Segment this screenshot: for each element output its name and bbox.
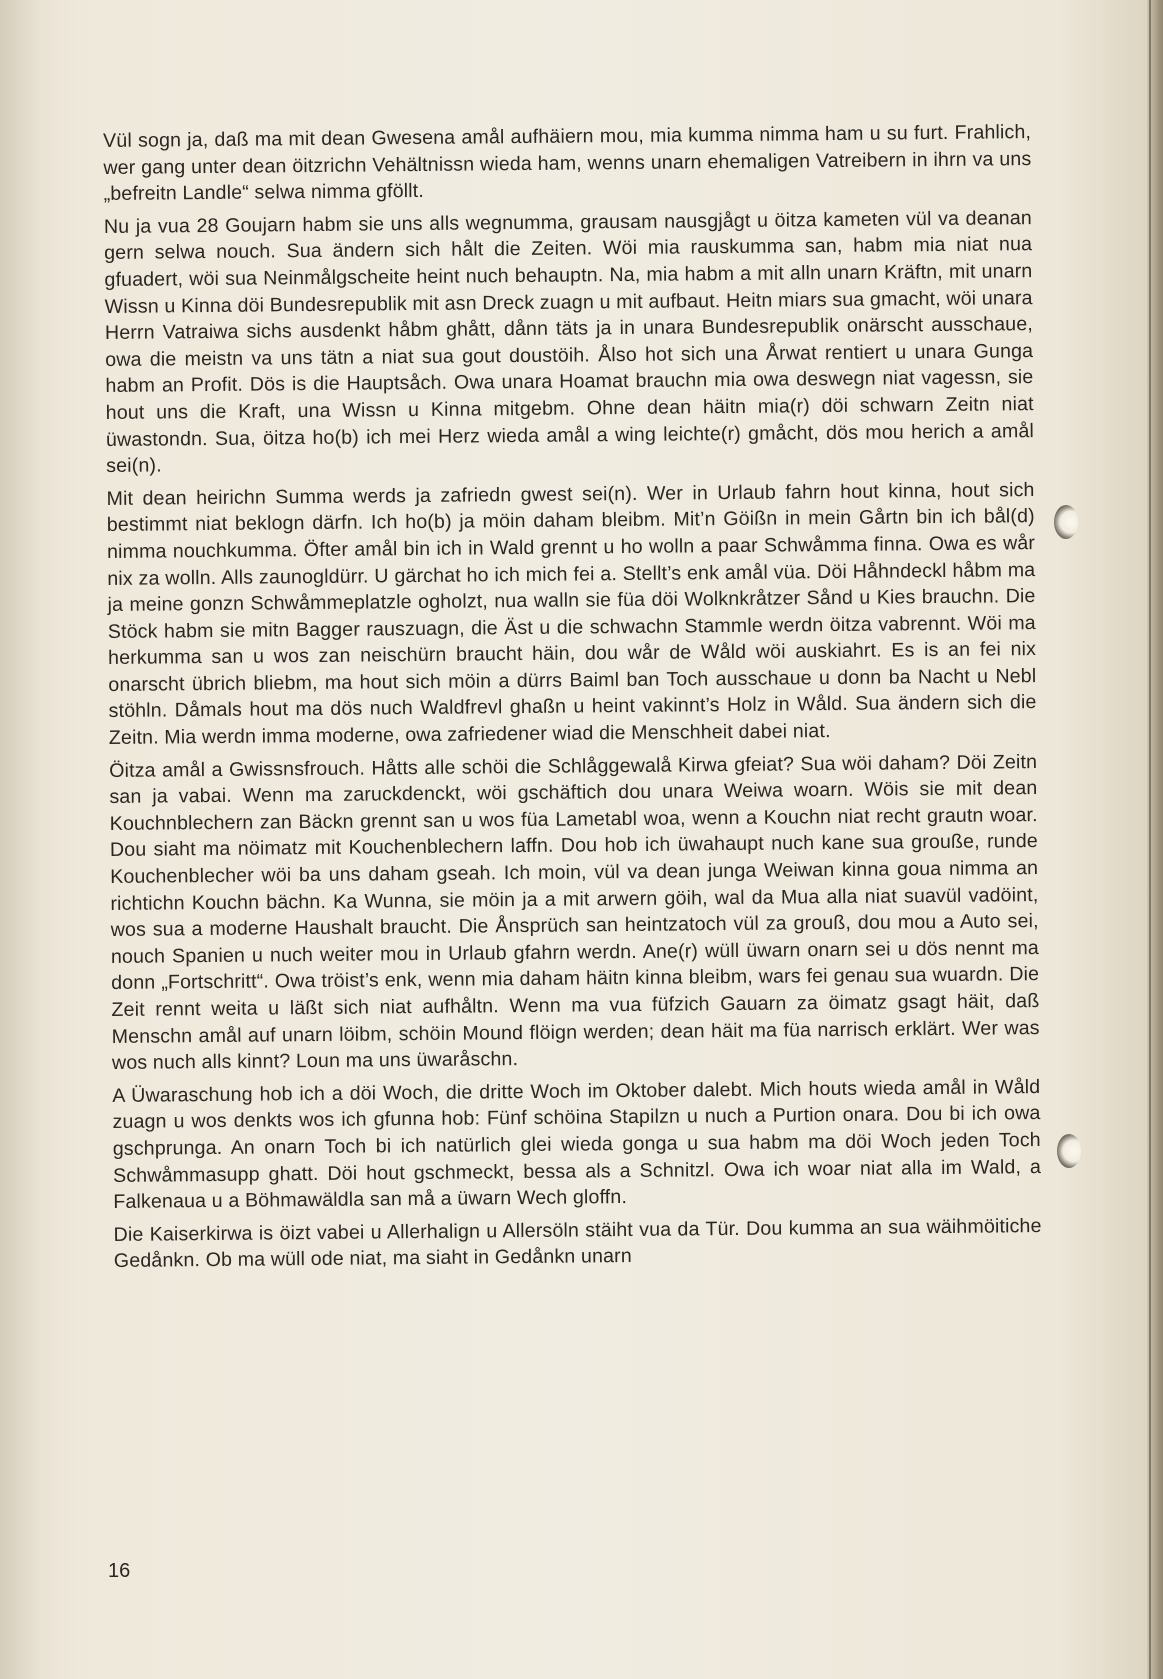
paragraph-4: Öitza amål a Gwissnsfrouch. Håtts alle schöi die Schlåggewalå Kirwa gfeiat? Sua wöi daham? Döi Zeitn san ja vabai. Wenn ma zaruckdenckt, wöi gschäftich dou unara Weiwa woarn. Wöis sie mit dean Kouchnblechern zan Bäckn grennt san u wos füa Lametabl woa, wenn a Kouchn niat recht grautn woar. Dou siaht ma nöimatz mit Kouchenblechern laffn. Dou hob ich üwahaupt nuch kane sua grouße, runde Kouchenblecher wöi ba uns daham gseah. Ich moin, vül va dean junga Weiwan kinna goua nimma an richtichn Kouchn bächn. Ka Wunna, sie möin ja a mit arwern göih, wal da Mua alla niat suavül vadöint, wos sua a moderne Haushalt braucht. Die Ånsprüch san heintzatoch vül za grouß, dou mou a Auto sei, nouch Spanien u nuch weiter mou in Urlaub gfahrn werdn. Ane(r) wüll üwarn onarn sei u dös nennt ma donn „Fortschritt“. Owa tröist’s enk, wenn mia daham häitn kinna bleibm, wars fei genau sua wuardn. Die Zeit rennt weita u läßt sich niat aufhåltn. Wenn ma vua füfzich Gauarn za öimatz gsagt häit, daß Menschn amål auf unarn löibm, schöin Mound flöign werden; dean häit ma füa narrisch erklärt. Wer was wos nuch alls kinnt? Loun ma uns üwaråschn. — [109, 750, 1040, 1075]
page-spine-edge — [1147, 0, 1163, 1679]
paragraph-3: Mit dean heirichn Summa werds ja zafriedn gwest sei(n). Wer in Urlaub fahrn hout kinna, hout sich bestimmt niat beklogn därfn. Ich ho(b) ja möin daham bleibm. Mit’n Göißn in mein Gårtn bin ich bål(d) nimma nouchkumma. Öfter amål bin ich in Wald grennt u ho wolln a paar Schwåmma finna. Owa es wår nix za wolln. Alls zaunogldürr. U gärchat ho ich mich fei a. Stellt’s enk amål vüa. Döi Håhndeckl håbm ma ja meine gonzn Schwåmmeplatzle ogholzt, nua walln sie füa döi Wolknkråtzer Sånd u Kies brauchn. Die Stöck habm sie mitn Bagger rauszuagn, die Äst u die schwachn Stammle werdn öitza vabrennt. Wöi ma herkumma san u wos zan neischürn braucht häin, dou wår de Wåld wöi auskiahrt. Es is an fei nix onarscht übrich bliebm, ma hout sich möin a dürrs Baiml ban Toch ausschaue u donn ba Nacht u Nebl stöhln. Dåmals hout ma dös nuch Waldfrevl ghaßn u heint vakinnt’s Holz in Wåld. Sua ändern sich die Zeitn. Mia werdn imma moderne, owa zafriedener wiad die Menschheit dabei niat. — [106, 478, 1037, 750]
page-shadow-left — [0, 0, 40, 1679]
paragraph-1: Vül sogn ja, daß ma mit dean Gwesena amål aufhäiern mou, mia kumma nimma ham u su furt. Frahlich, wer gang unter dean öitzrichn Vehältnissn wieda ham, wenns unarn ehemaligen Vatreibern in ihrn va uns „befreitn Landle“ selwa nimma gföllt. — [103, 121, 1032, 206]
page-number: 16 — [108, 1560, 131, 1582]
paragraph-6: Die Kaiserkirwa is öizt vabei u Allerhalign u Allersöln stäiht vua da Tür. Dou kumma an sua wäihmöitiche Gedånkn. Ob ma wüll ode niat, ma siaht in Gedånkn unarn — [113, 1214, 1042, 1273]
paragraph-5: A Üwaraschung hob ich a döi Woch, die dritte Woch im Oktober dalebt. Mich houts wieda amål in Wåld zuagn u wos denkts wos ich gfunna hob: Fünf schöina Stapilzn u nuch a Purtion onara. Dou bi ich owa gschprunga. An onarn Toch bi ich natürlich glei wieda gonga u sua habm ma döi Woch jeden Toch Schwåmmasupp ghatt. Döi hout gschmeckt, bessa als a Schnitzl. Owa ich woar niat alla im Wald, a Falkenaua u a Böhmawäldla san må a üwarn Wech gloffn. — [112, 1075, 1042, 1214]
binder-hole-bottom — [1057, 1134, 1081, 1168]
body-text — [103, 119, 1042, 1281]
binder-hole-top — [1054, 505, 1078, 539]
paragraph-2: Nu ja vua 28 Goujarn habm sie uns alls wegnumma, grausam nausgjågt u öitza kameten vül va deanan gern selwa nouch. Sua ändern sich hålt die Zeiten. Wöi mia rauskumma san, habm mia niat nua gfuadert, wöi sua Neinmålgscheite heint nuch behauptn. Na, mia habm a mit alln unarn Kräftn, mit unarn Wissn u Kinna döi Bundesrepublik mit asn Dreck zuagn u mit aufbaut. Heitn miars sua gmacht, wöi unara Herrn Vatraiwa sichs ausdenkt håbm ghått, dånn täts ja in unara Bundesrepublik onärscht ausschaue, owa die meistn va uns tätn a niat sua gout doustöih. Ålso hot sich una Årwat rentiert u unara Gunga habm an Profit. Dös is die Hauptsåch. Owa unara Hoamat brauchn mia owa deswegn niat vagessn, sie hout uns die Kraft, una Wissn u Kinna mitgebm. Ohne dean häitn mia(r) döi schwarn Zeitn niat üwastondn. Sua, öitza ho(b) ich mei Herz wieda amål a wing leichte(r) gmåcht, dös mou herich a amål sei(n). — [103, 206, 1035, 478]
